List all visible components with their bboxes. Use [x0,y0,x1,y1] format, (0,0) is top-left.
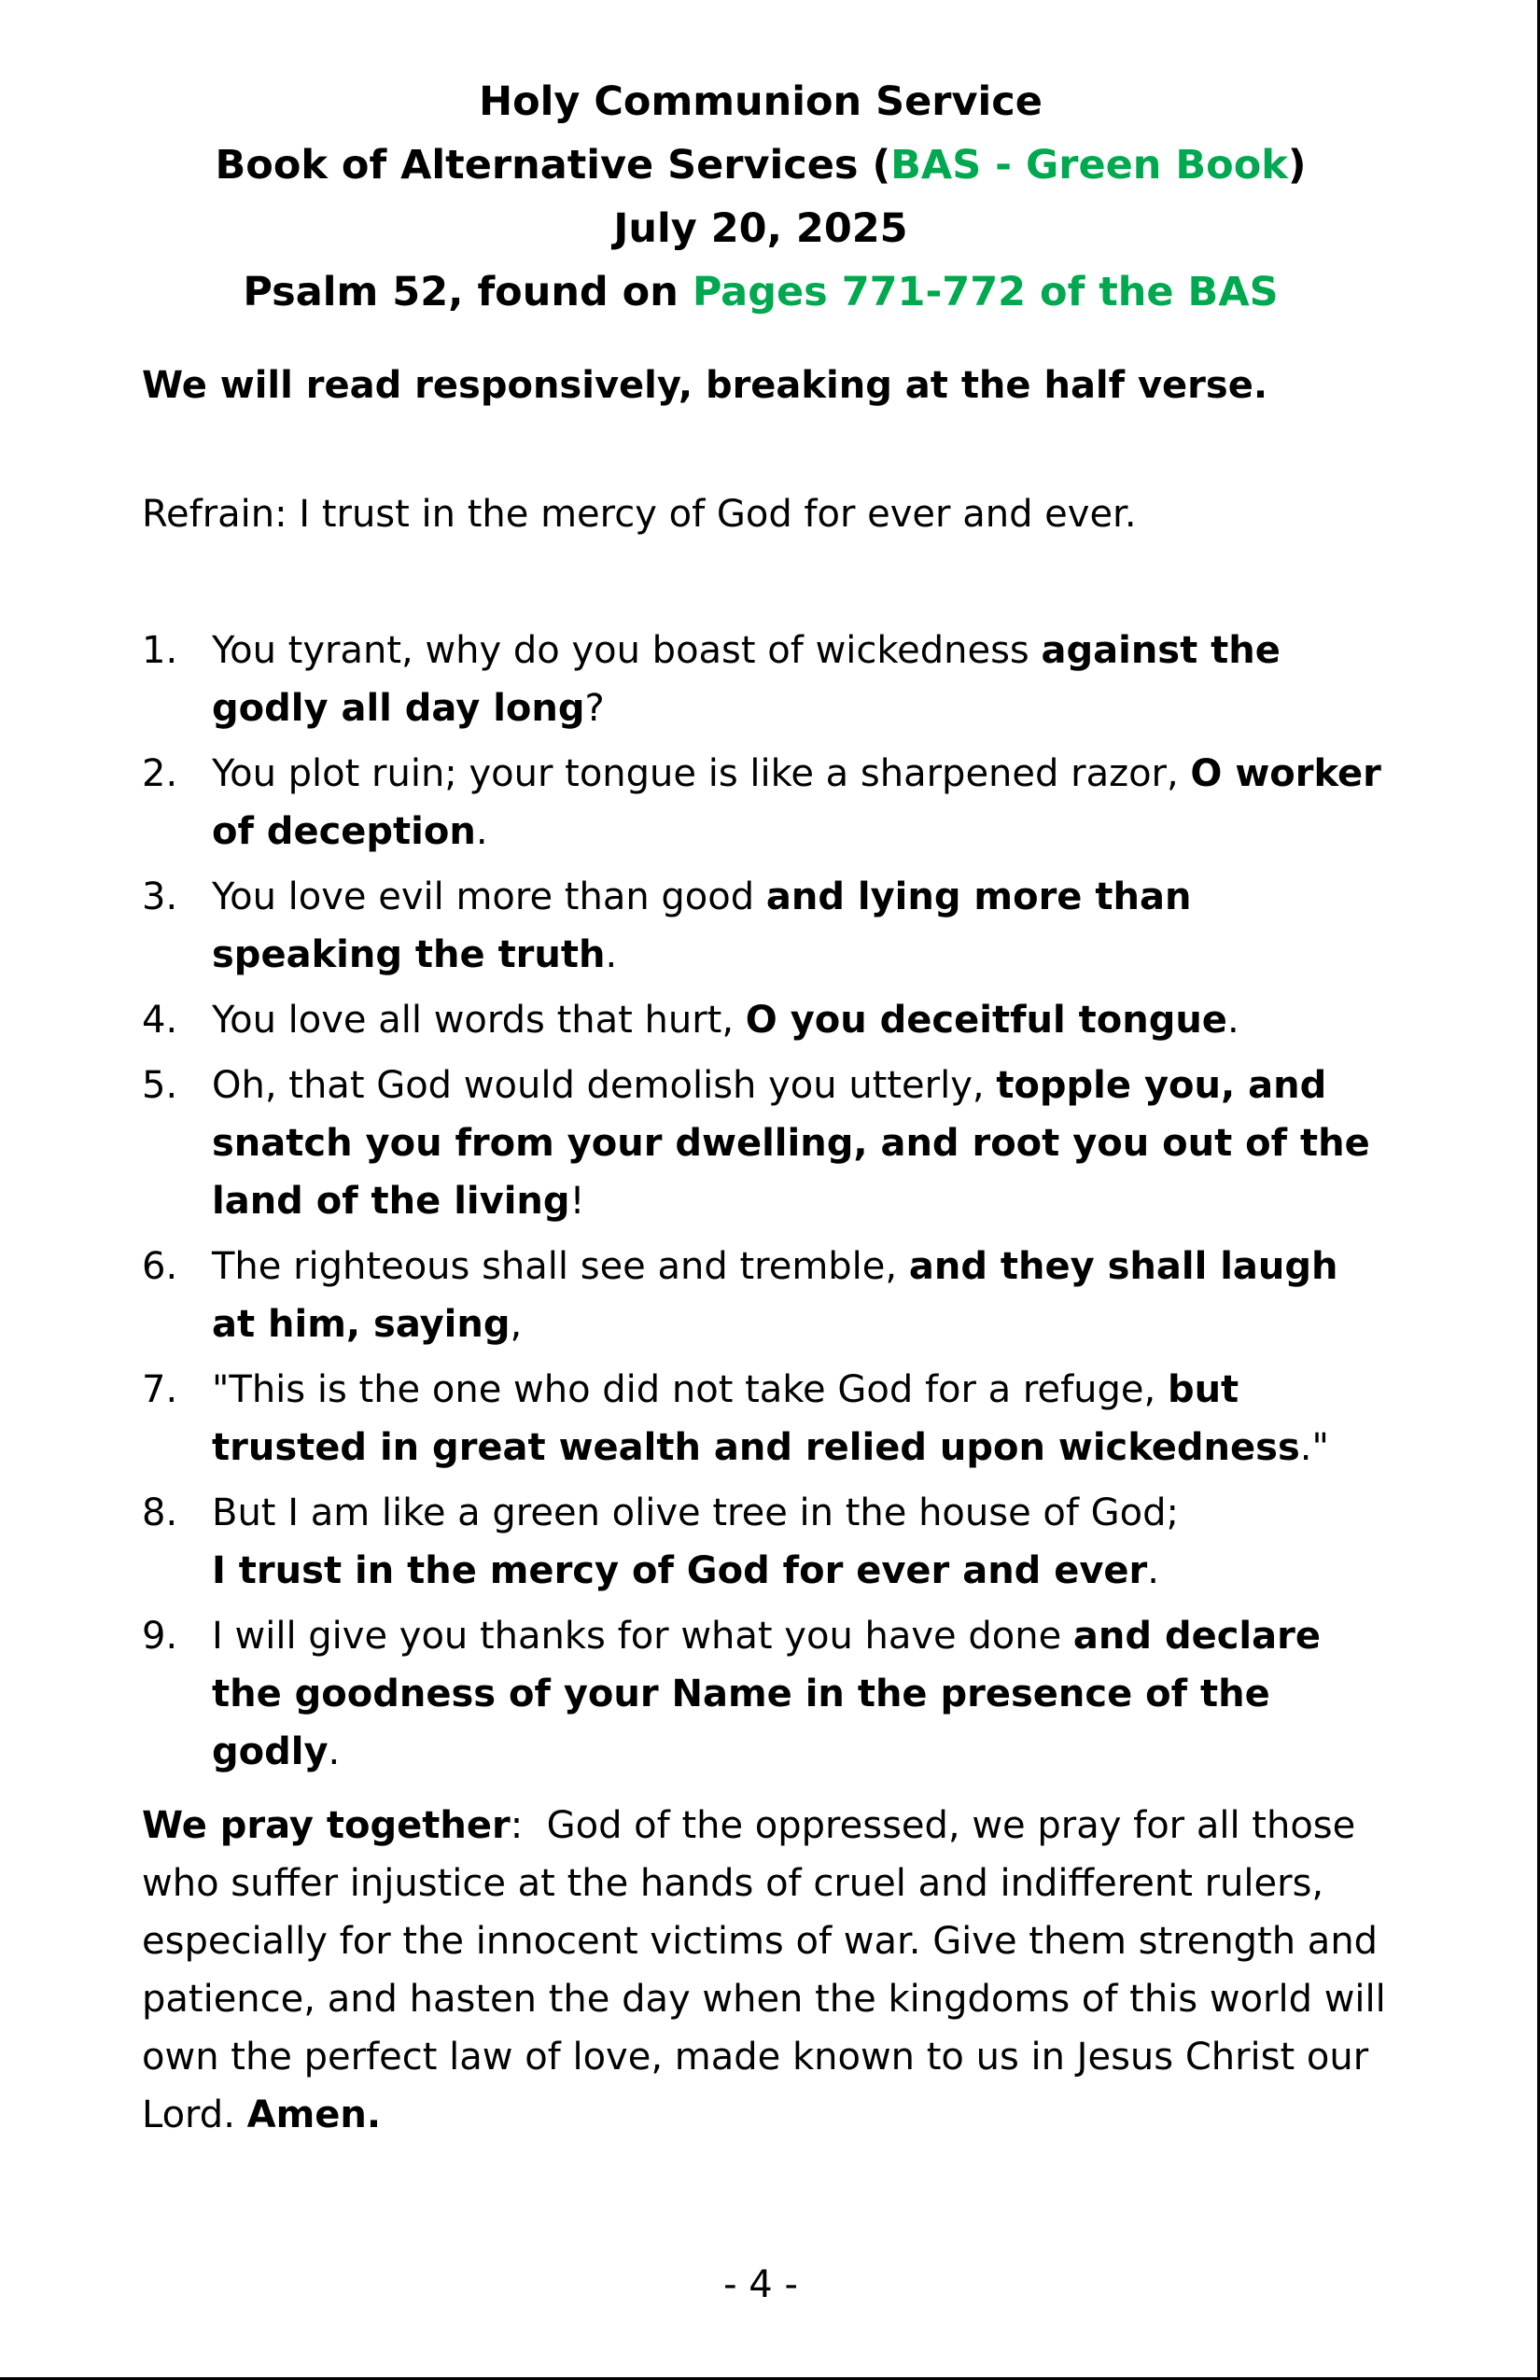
verse-plain: You plot ruin; your tongue is like a sharpened razor, [212,752,1191,795]
verse-plain: I will give you thanks for what you have done [212,1615,1073,1658]
verse-text [212,629,1281,730]
verse-8 [142,1484,1393,1600]
verse-end: . [328,1730,341,1773]
verse-response: but trusted in great wealth and relied upon wickedness [212,1368,1300,1469]
book-title-suffix: ) [1287,142,1307,189]
refrain: Refrain: I trust in the mercy of God for ever and ever. [142,493,1137,536]
verse-response: I trust in the mercy of God for ever and ever [212,1549,1148,1592]
reading-instruction: We will read responsively, breaking at the half verse. [142,364,1268,407]
verse-1 [142,622,1393,737]
verse-2 [142,745,1393,861]
service-title: Holy Communion Service [479,78,1043,125]
verse-text [212,875,1191,976]
verse-response: against the godly all day long [212,629,1281,730]
verse-number: 9. [142,1615,178,1658]
verse-number: 7. [142,1368,178,1411]
verse-number: 3. [142,875,178,918]
verse-end: ! [569,1180,585,1223]
verse-number: 4. [142,999,178,1042]
page-header [0,70,1521,324]
verse-text [212,999,1239,1042]
page-number: - 4 - [723,2263,798,2306]
verse-number: 6. [142,1245,178,1288]
verse-text [212,1491,1179,1592]
verse-plain: The righteous shall see and tremble, [212,1245,909,1288]
verse-text [212,1368,1329,1469]
verse-response: topple you, and snatch you from your dwelling, and root you out of the land of the living [212,1064,1370,1223]
verse-end: ? [584,687,605,730]
verse-response: and declare the goodness of your Name in the presence of the godly [212,1615,1321,1773]
prayer-text: God of the oppressed, we pray for all those who suffer injustice at the hands of cruel and indifferent rulers, especially for the innocent victims of war. Give them strength and patience, and hasten the day when the kingdoms of this world will own the perfect law of love, made known to us in Jesus Christ our Lord. [142,1804,1386,2136]
verse-text [212,1064,1370,1223]
verse-4 [142,991,1393,1049]
verse-response: O worker of deception [212,752,1381,853]
verse-end: . [1147,1549,1160,1592]
psalm-reference-prefix: Psalm 52, found on [243,269,693,315]
verse-number: 1. [142,629,178,672]
closing-prayer [142,1797,1393,2144]
verse-end: ." [1299,1426,1329,1469]
verse-end: , [510,1303,523,1346]
verse-plain: "This is the one who did not take God for a refuge, [212,1368,1168,1411]
prayer-amen: Amen. [246,2093,382,2136]
verse-number: 5. [142,1064,178,1107]
psalm-reference [0,260,1521,324]
service-date: July 20, 2025 [613,205,908,252]
verse-plain: You tyrant, why do you boast of wickedness [212,629,1042,672]
verse-end: . [1226,999,1239,1042]
psalm-verses [142,622,1393,1788]
verse-number: 8. [142,1491,178,1534]
book-title-prefix: Book of Alternative Services ( [215,142,891,189]
verse-end: . [475,810,488,853]
verse-7 [142,1361,1393,1477]
verse-response: and they shall laugh at him, saying [212,1245,1338,1346]
verse-5 [142,1057,1393,1230]
psalm-reference-pages: Pages 771-772 of the BAS [692,269,1279,315]
verse-plain: But I am like a green olive tree in the house of God; [212,1491,1180,1534]
verse-text [212,1245,1338,1346]
book-title-green: BAS - Green Book [890,142,1288,189]
verse-9 [142,1607,1393,1781]
verse-response: and lying more than speaking the truth [212,875,1192,976]
prayer-colon: : [510,1804,547,1847]
verse-plain: You love evil more than good [212,875,766,918]
verse-number: 2. [142,752,178,795]
verse-text [212,1615,1321,1773]
verse-end: . [605,933,618,976]
verse-6 [142,1238,1393,1353]
verse-plain: You love all words that hurt, [212,999,746,1042]
verse-response: O you deceitful tongue [745,999,1227,1042]
book-title [0,133,1521,197]
verse-3 [142,868,1393,984]
prayer-label: We pray together [142,1804,511,1847]
verse-plain: Oh, that God would demolish you utterly, [212,1064,997,1107]
verse-text [212,752,1381,853]
